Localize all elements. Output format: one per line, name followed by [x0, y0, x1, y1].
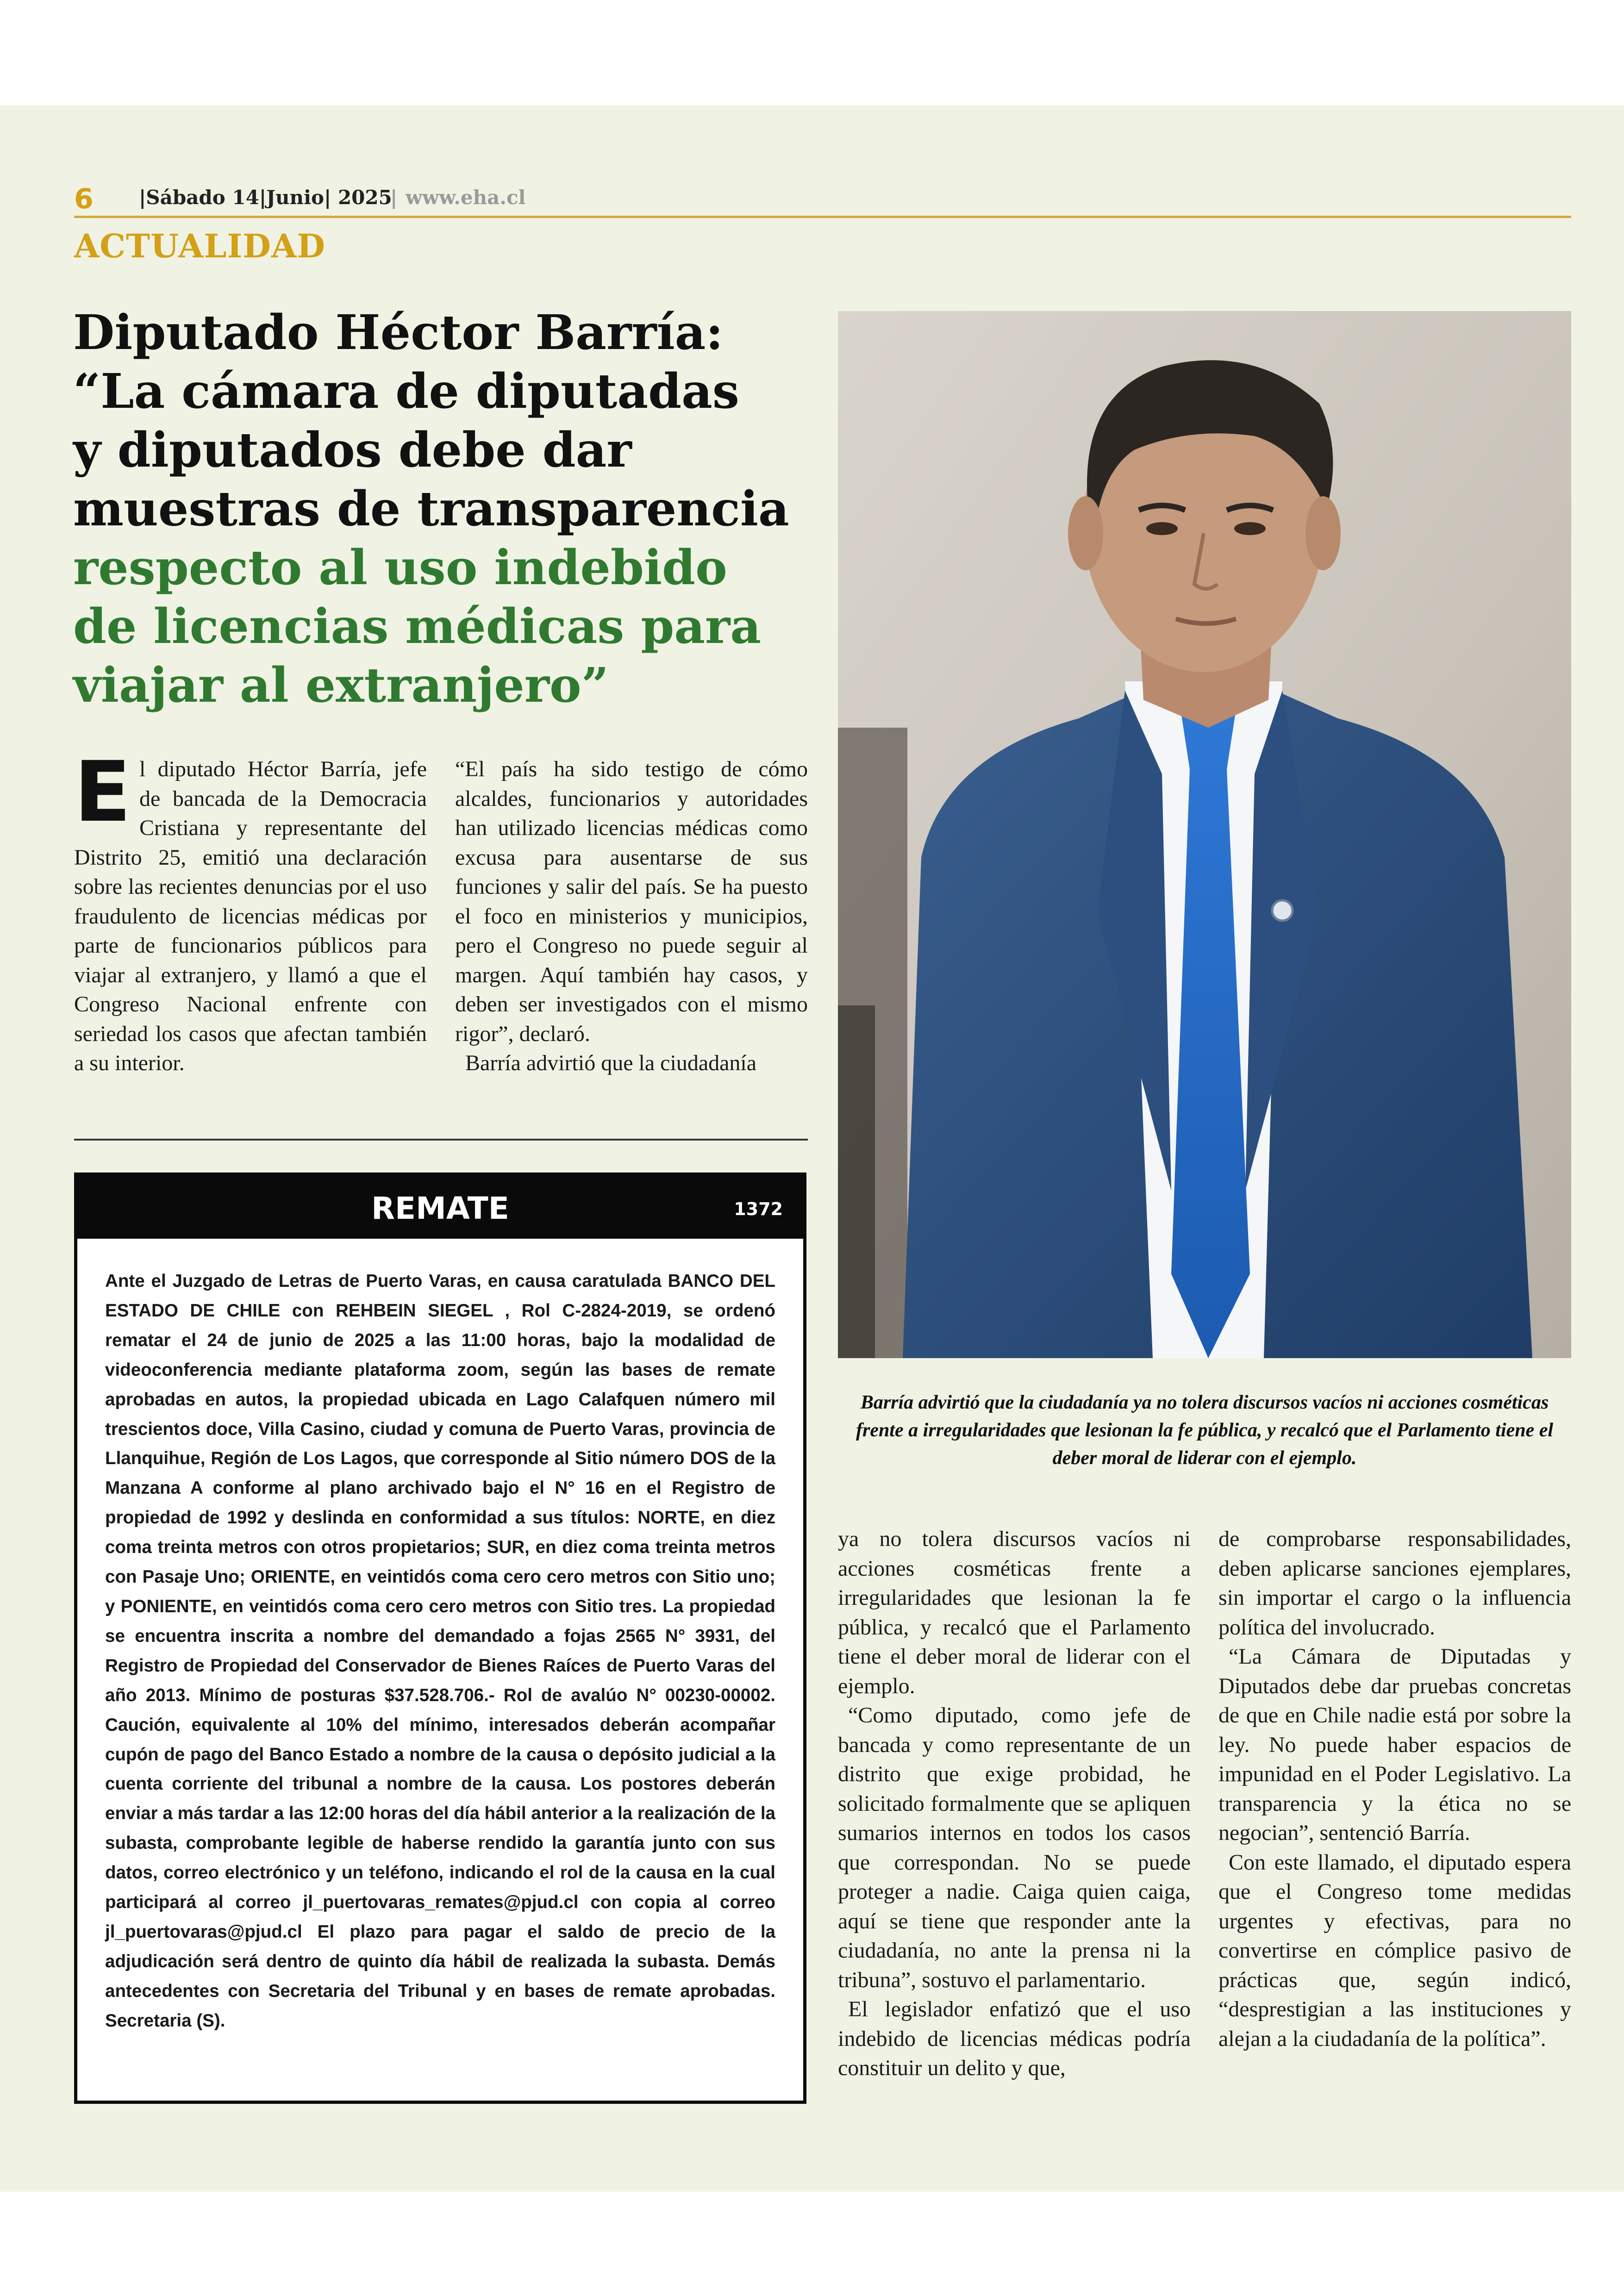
photo-hector-barria	[838, 311, 1571, 1358]
section-label: ACTUALIDAD	[74, 227, 325, 265]
headline-line: “La cámara de diputadas	[73, 363, 739, 419]
header-rule	[74, 216, 1571, 218]
headline-line-highlight: viajar al extranjero”	[73, 657, 609, 713]
headline-line: y diputados debe dar	[73, 422, 632, 478]
paragraph: El legislador enfatizó que el uso indebido de licencias médicas podría constituir un delito y que,	[838, 1997, 1191, 2080]
column-divider-rule	[74, 1139, 808, 1141]
issue-date: |Sábado 14|Junio| 2025	[139, 186, 392, 209]
remate-text: Ante el Juzgado de Letras de Puerto Varas, en causa caratulada BANCO DEL ESTADO DE CHILE con REHBEIN SIEGEL , Rol C-2824-2019, se ordenó rematar el 24 de junio de 2025 a las 11:00 horas, bajo la modalidad de videoconferencia mediante plataforma zoom, según las bases de remate aprobadas en autos, la propiedad ubicada en Lago Calafquen número mil trescientos doce, Villa Casino, ciudad y comuna de Puerto Varas, provincia de Llanquihue, Región de Los Lagos, que corresponde al Sitio número DOS de la Manzana A conforme al plano archivado bajo el N° 16 en el Registro de propiedad de 1992 y deslinda en conformidad a sus títulos: NORTE, en diez coma treinta metros con otros propietarios; SUR, en diez coma treinta metros con Pasaje Uno; ORIENTE, en veintidós coma cero cero metros con Sitio uno; y PONIENTE, en veintidós coma cero cero metros con Sitio tres. La propiedad se encuentra inscrita a nombre del demandado a fojas 2565 N° 3931, del Registro de Propiedad del Conservador de Bienes Raíces de Puerto Varas del año 2013. Mínimo de posturas $37.528.706.- Rol de avalúo N° 00230-00002. Caución, equivalente al 10% del mínimo, interesados deberán acompañar cupón de pago del Banco Estado a nombre de la causa o depósito judicial a la cuenta corriente del tribunal a nombre de la causa. Los postores deberán enviar a más tardar a las 12:00 horas del día hábil anterior a la realización de la subasta, comprobante legible de haberse rendido la garantía junto con sus datos, correo electrónico y un teléfono, indicando el rol de la causa en la cual participará al correo jl_puertovaras_remates@pjud.cl con copia al correo jl_puertovaras@pjud.cl El plazo para pagar el saldo de precio de la adjudicación será dentro de quinto día hábil de realizada la subasta. Demás antecedentes con Secretaria del Tribunal y en bases de remate aprobadas. Secretaria (S).	[105, 1271, 775, 2031]
website-link[interactable]: www.eha.cl	[406, 186, 526, 209]
photo-caption: Barría advirtió que la ciudadanía ya no tolera discursos vacíos ni acciones cosméticas frente a irregularidades que lesionan la fe pública, y recalcó que el Parlamento tiene el deber moral de liderar con el ejemplo.	[856, 1392, 1554, 1469]
header-separator: |	[390, 186, 398, 209]
paragraph: “Como diputado, como jefe de bancada y como representante de un distrito que exige probidad, he solicitado formalmente que se apliquen sumarios internos en todos los casos que correspondan. No se puede proteger a nadie. Caiga quien caiga, aquí se tiene que responder ante la ciudadanía, no ante la prensa ni la tribuna”, sostuvo el parlamentario.	[838, 1703, 1191, 1992]
paragraph: Barría advirtió que la ciudadanía	[465, 1051, 757, 1075]
paragraph: ya no tolera discursos vacíos ni acciones cosméticas frente a irregularidades que lesionan la fe pública, y recalcó que el Parlamento tiene el deber moral de liderar con el ejemplo.	[838, 1527, 1191, 1698]
remate-number: 1372	[734, 1199, 783, 1219]
paragraph: l diputado Héctor Barría, jefe de bancada de la Democracia Cristiana y representante del Distrito 25, emitió una declaración sobre las recientes denuncias por el uso fraudulento de licencias médicas por parte de funcionarios públicos para viajar al extranjero, y llamó a que el Congreso Nacional enfrente con seriedad los casos que afectan también a su interior.	[74, 757, 427, 1075]
headline	[73, 303, 823, 715]
portrait-illustration	[838, 311, 1571, 1358]
headline-line: muestras de transparencia	[73, 481, 789, 537]
paragraph: “El país ha sido testigo de cómo alcaldes, funcionarios y autoridades han utilizado licencias médicas como excusa para ausentarse de sus funciones y salir del país. Se ha puesto el foco en ministerios y municipios, pero el Congreso no puede seguir al margen. Aquí también hay casos, y deben ser investigados con el mismo rigor”, declaró.	[455, 757, 808, 1046]
article-column-2	[455, 755, 808, 1078]
drop-cap: E	[74, 744, 131, 841]
paragraph: de comprobarse responsabilidades, deben aplicarse sanciones ejemplares, sin importar el cargo o la influencia política del involucrado.	[1218, 1527, 1571, 1640]
page-number: 6	[74, 183, 94, 215]
article-column-3	[838, 1524, 1191, 2083]
paragraph: “La Cámara de Diputadas y Diputados debe dar pruebas concretas de que en Chile nadie está por sobre la ley. No puede haber espacios de impunidad en el Poder Legislativo. La transparencia y la ética no se negocian”, sentenció Barría.	[1218, 1644, 1571, 1845]
remate-notice	[74, 1172, 806, 2104]
headline-line-highlight: respecto al uso indebido	[73, 540, 727, 596]
headline-line-highlight: de licencias médicas para	[73, 599, 761, 655]
headline-line: Diputado Héctor Barría:	[73, 305, 724, 361]
article-column-1	[74, 744, 427, 1078]
paragraph: Con este llamado, el diputado espera que el Congreso tome medidas urgentes y efectivas, para no convertirse en cómplice pasivo de prácticas que, según indicó, “desprestigian a las instituciones y alejan a la ciudadanía de la política”.	[1218, 1850, 1571, 2051]
remate-header	[77, 1176, 803, 1239]
remate-title: REMATE	[371, 1191, 509, 1226]
article-column-4	[1218, 1524, 1571, 2053]
